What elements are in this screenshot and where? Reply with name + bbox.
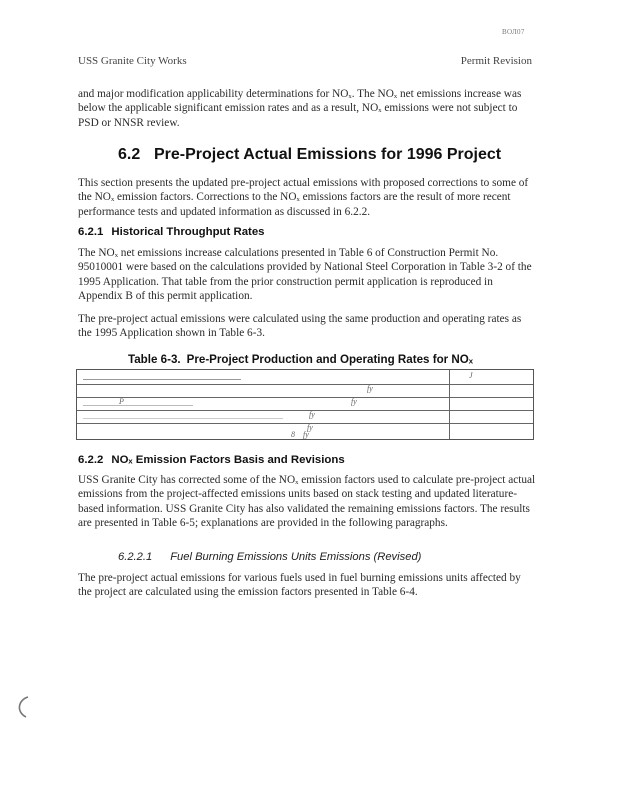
subsubsection-title: Fuel Burning Emissions Units Emissions (Revised) <box>170 551 422 563</box>
running-header-right: Permit Revision <box>460 55 532 67</box>
section-number: 6.2 <box>118 146 141 163</box>
faded-rule <box>83 405 193 406</box>
table-cell-fragment: fy <box>307 423 313 432</box>
section-title: Pre-Project Actual Emissions for 1996 Project <box>154 146 502 163</box>
table-row <box>77 397 533 398</box>
table-cell-fragment: 8 <box>291 430 295 439</box>
section-6-2-paragraph: This section presents the updated pre-project actual emissions with proposed corrections to some of the NOₓ emission factors. Corrections to the NOₓ emissions factors are the result of more recent performance tests and updated information as discussed in 6.2.2. <box>78 177 529 218</box>
intro-paragraph: and major modification applicability determinations for NOₓ. The NOₓ net emissions increase was below the applicable significant emission rates and as a result, NOₓ emissions were not subject to PSD or NNSR review. <box>78 88 522 129</box>
section-6-2-2-1-paragraph: The pre-project actual emissions for various fuels used in fuel burning emissions units affected by the project are calculated using the emission factors presented in Table 6-4. <box>78 572 521 599</box>
table-cell-fragment: fy <box>303 430 309 439</box>
subsection-number: 6.2.1 <box>78 226 104 238</box>
page-stamp: ВОЛ07 <box>502 28 525 36</box>
section-6-2-1-paragraph-1: The NOₓ net emissions increase calculations presented in Table 6 of Construction Permit No. 95010001 were based on the calculations provided by National Steel Corporation in Table 3-2 of the 1995 Application. That table from the prior construction permit application is reproduced in Appendix B of this permit application. <box>78 247 532 303</box>
table-6-3 <box>76 369 534 440</box>
table-cell-fragment: J <box>469 371 473 380</box>
table-cell-fragment: P <box>119 397 124 406</box>
subsubsection-number: 6.2.2.1 <box>118 551 153 563</box>
faded-rule <box>83 418 283 419</box>
table-row <box>77 384 533 385</box>
section-heading-6-2-1 <box>78 226 265 238</box>
table-cell-fragment: fy <box>351 397 357 406</box>
section-heading-6-2-2-1 <box>118 551 421 563</box>
table-column-divider <box>449 370 450 439</box>
faded-rule <box>83 379 241 380</box>
subsection-title: Historical Throughput Rates <box>111 226 265 238</box>
section-6-2-2-paragraph: USS Granite City has corrected some of the NOₓ emission factors used to calculate pre-project actual emissions from the project-affected emissions units based on stack testing and updated literature-based information. USS Granite City has also validated the remaining emissions factors. The results are presented in Table 6-5; explanations are provided in the following paragraphs. <box>78 474 536 530</box>
table-cell-fragment: fy <box>367 384 373 393</box>
table-row <box>77 423 533 424</box>
section-heading-6-2-2 <box>78 454 345 466</box>
table-cell-fragment: fy <box>309 410 315 419</box>
table-label: Table 6-3. <box>128 353 181 366</box>
section-6-2-1-paragraph-2: The pre-project actual emissions were calculated using the same production and operating rates as the 1995 Application shown in Table 6-3. <box>78 313 522 340</box>
subsection-title: NOₓ Emission Factors Basis and Revisions <box>111 454 345 466</box>
scan-artifact-icon <box>12 694 38 720</box>
subsection-number: 6.2.2 <box>78 454 104 466</box>
table-row <box>77 410 533 411</box>
section-heading-6-2 <box>118 146 501 164</box>
table-caption <box>128 353 473 366</box>
running-header-left: USS Granite City Works <box>78 55 187 67</box>
table-title: Pre-Project Production and Operating Rates for NOₓ <box>186 353 474 366</box>
